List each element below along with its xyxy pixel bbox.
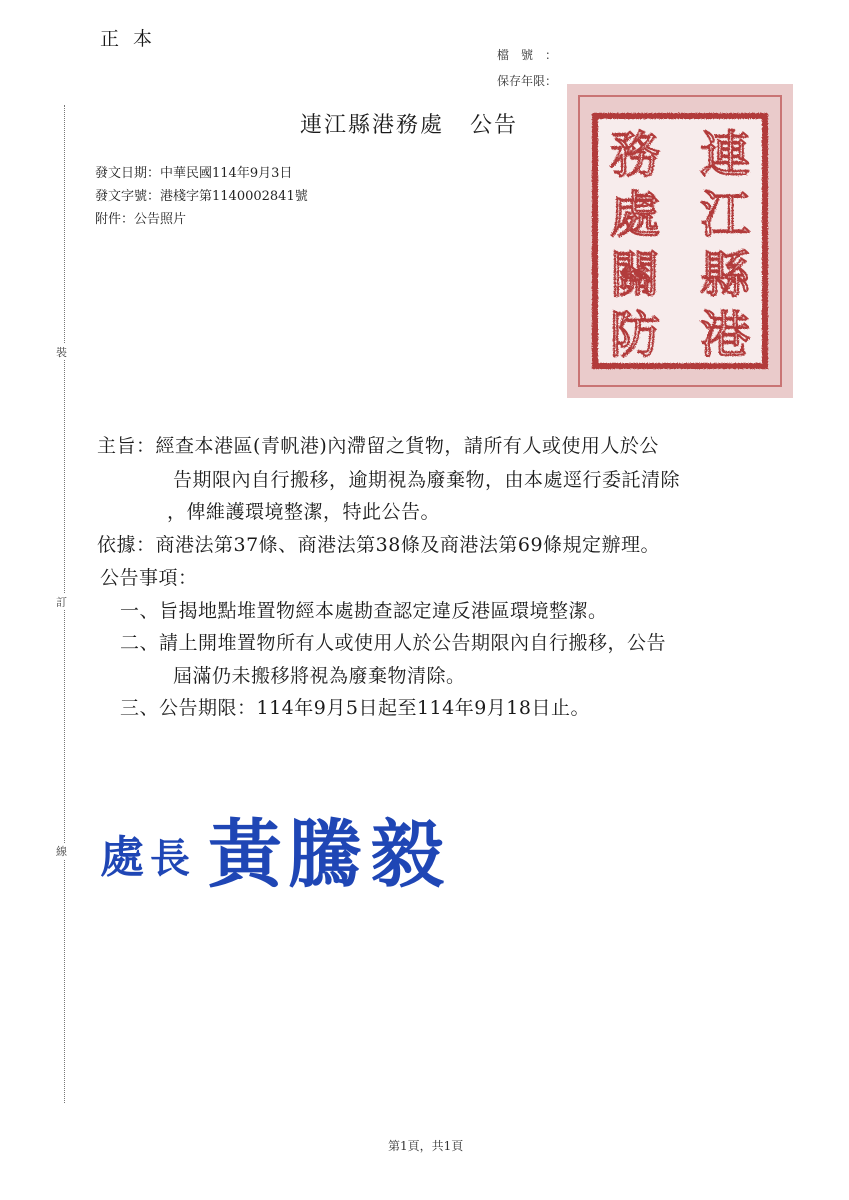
svg-text:黃: 黃 — [208, 812, 282, 898]
notice-items-heading: 公告事項： — [100, 567, 198, 589]
page-number: 第1頁，共1頁 — [388, 1139, 464, 1153]
official-seal — [565, 82, 795, 400]
document-type: 公告 — [470, 113, 519, 138]
legal-basis: 依據：商港法第37條、商港法第38條及商港法第69條規定辦理。 — [97, 534, 661, 556]
svg-text:務: 務 — [610, 126, 660, 184]
notice-item-2-line-2: 屆滿仍未搬移將視為廢棄物清除。 — [173, 665, 466, 687]
notice-item-1: 一、旨揭地點堆置物經本處勘查認定違反港區環境整潔。 — [120, 600, 608, 622]
issue-date: 發文日期：中華民國114年9月3日 — [95, 166, 293, 181]
svg-text:騰: 騰 — [288, 812, 362, 898]
svg-text:關: 關 — [610, 246, 660, 304]
svg-text:處: 處 — [100, 832, 144, 883]
director-signature-stamp — [100, 800, 470, 900]
svg-text:長: 長 — [150, 835, 190, 882]
notice-item-3: 三、公告期限：114年9月5日起至114年9月18日止。 — [120, 697, 590, 719]
attachment-line: 附件：公告照片 — [95, 212, 187, 227]
issue-number: 發文字號：港棧字第1140002841號 — [95, 189, 308, 204]
svg-text:縣: 縣 — [700, 246, 750, 304]
svg-text:毅: 毅 — [370, 812, 444, 898]
svg-text:處: 處 — [610, 186, 660, 244]
agency-name: 連江縣港務處 — [300, 113, 445, 138]
document-title — [300, 108, 518, 139]
svg-text:港: 港 — [700, 306, 750, 364]
binding-mark-line: 線 — [56, 845, 67, 858]
notice-item-2-line-1: 二、請上開堆置物所有人或使用人於公告期限內自行搬移，公告 — [120, 632, 667, 654]
binding-mark-staple: 訂 — [56, 596, 67, 609]
subject-line-3: ，俾維護環境整潔，特此公告。 — [167, 501, 441, 523]
svg-text:江: 江 — [700, 186, 750, 244]
svg-text:防: 防 — [610, 306, 660, 364]
binding-mark-bind: 裝 — [56, 346, 67, 359]
file-number-label: 檔號： — [497, 48, 570, 62]
copy-type-label: 正本 — [100, 28, 167, 50]
retention-period-label: 保存年限： — [497, 74, 558, 88]
subject-line-2: 告期限內自行搬移，逾期視為廢棄物，由本處逕行委託清除 — [173, 469, 681, 491]
subject-line-1: 主旨：經查本港區(青帆港)內滯留之貨物，請所有人或使用人於公 — [97, 435, 659, 457]
svg-text:連: 連 — [700, 126, 750, 184]
